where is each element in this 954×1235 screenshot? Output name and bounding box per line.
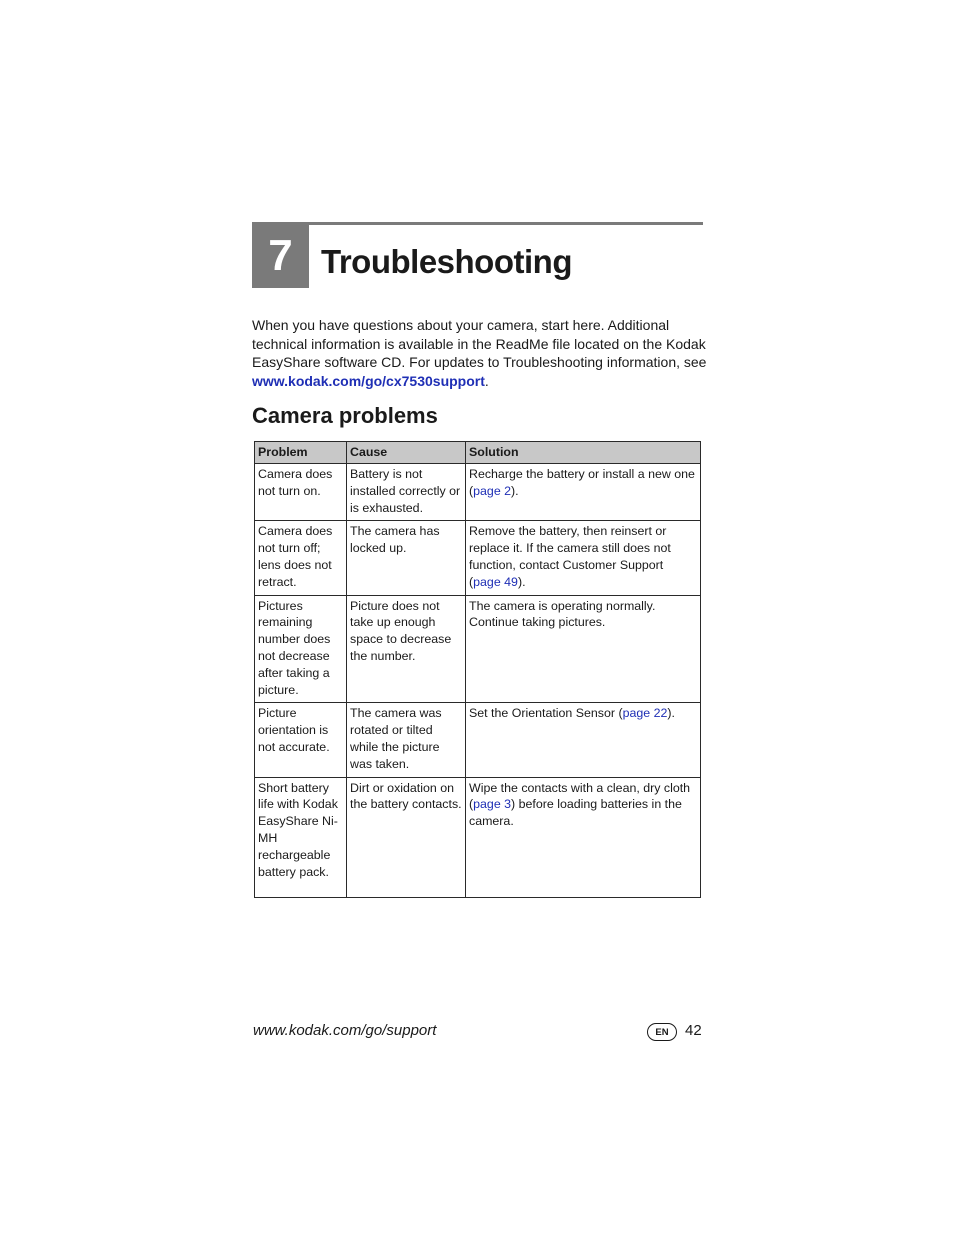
cause-cell: Battery is not installed correctly or is exhausted. xyxy=(347,464,466,521)
cause-cell: The camera has locked up. xyxy=(347,521,466,595)
page-link[interactable]: page 49 xyxy=(473,574,518,589)
footer-url[interactable]: www.kodak.com/go/support xyxy=(253,1022,437,1039)
solution-cell xyxy=(466,777,701,897)
header-solution: Solution xyxy=(466,442,701,464)
intro-text: When you have questions about your camera, start here. Additional technical information is available in the ReadMe file located on the Kodak EasyShare software CD. For updates to Troubleshooting information, see xyxy=(252,317,707,370)
page-number: 42 xyxy=(685,1022,702,1039)
solution-text-end: ) before loading batteries in the camera. xyxy=(469,797,682,829)
chapter-title: Troubleshooting xyxy=(321,243,572,280)
section-title: Camera problems xyxy=(252,403,438,428)
camera-problems-table xyxy=(254,441,701,898)
intro-end: . xyxy=(484,372,489,389)
header-problem: Problem xyxy=(255,442,347,464)
cause-cell: Dirt or oxidation on the battery contacts. xyxy=(347,777,466,897)
support-link[interactable]: www.kodak.com/go/cx7530support xyxy=(252,372,485,389)
page-link[interactable]: page 2 xyxy=(473,483,512,498)
page-link[interactable]: page 3 xyxy=(473,797,512,812)
table-row xyxy=(255,464,701,521)
table-header-row xyxy=(255,442,701,464)
language-badge: EN xyxy=(647,1023,677,1041)
table-row xyxy=(255,595,701,703)
solution-cell xyxy=(466,595,701,703)
problem-cell: Short battery life with Kodak EasyShare Ni-MH rechargeable battery pack. xyxy=(255,777,347,897)
solution-text: Remove the battery, then reinsert or replace it. If the camera still does not function, contact Customer Support ( xyxy=(469,524,671,589)
problem-cell: Picture orientation is not accurate. xyxy=(255,703,347,777)
table-row xyxy=(255,777,701,897)
page-link[interactable]: page 22 xyxy=(622,706,668,721)
problem-cell: Camera does not turn on. xyxy=(255,464,347,521)
solution-cell xyxy=(466,464,701,521)
solution-text: Wipe the contacts with a clean, dry cloth ( xyxy=(469,780,691,812)
solution-text: The camera is operating normally. Continue taking pictures. xyxy=(469,598,656,630)
solution-text-end: ). xyxy=(511,483,519,498)
chapter-number: 7 xyxy=(252,224,309,288)
solution-cell xyxy=(466,703,701,777)
table-row xyxy=(255,703,701,777)
cause-cell: The camera was rotated or tilted while the picture was taken. xyxy=(347,703,466,777)
cause-cell: Picture does not take up enough space to decrease the number. xyxy=(347,595,466,703)
solution-text: Set the Orientation Sensor ( xyxy=(469,706,623,721)
chapter-rule xyxy=(252,222,703,225)
solution-text: Recharge the battery or install a new one ( xyxy=(469,467,695,498)
solution-text-end: ). xyxy=(517,574,526,589)
header-cause: Cause xyxy=(347,442,466,464)
intro-paragraph xyxy=(252,316,712,390)
solution-cell xyxy=(466,521,701,595)
table-row xyxy=(255,521,701,595)
problem-cell: Pictures remaining number does not decrease after taking a picture. xyxy=(255,595,347,703)
solution-text-end: ). xyxy=(667,706,675,721)
problem-cell: Camera does not turn off; lens does not retract. xyxy=(255,521,347,595)
